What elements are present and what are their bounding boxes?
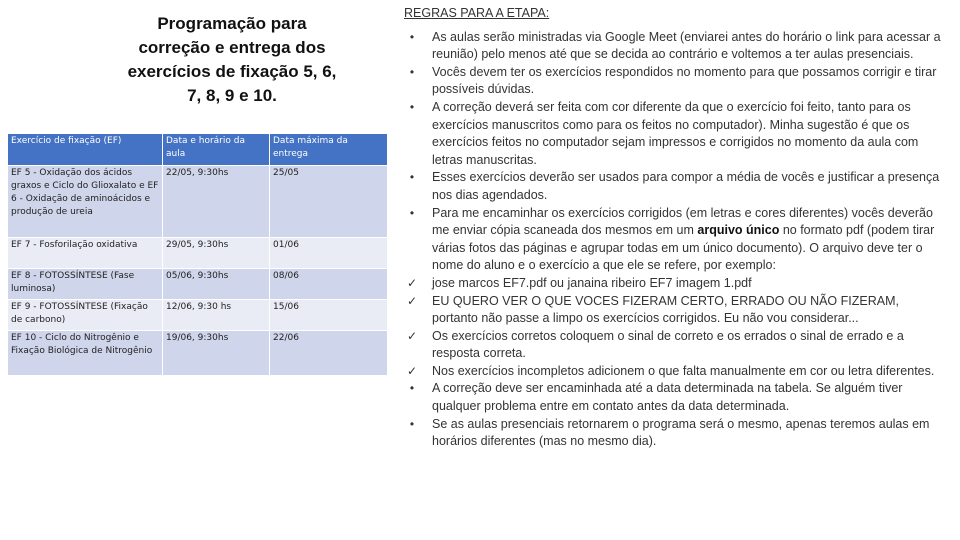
list-item bbox=[404, 169, 944, 204]
table-header-row bbox=[8, 134, 388, 166]
list-item bbox=[404, 64, 944, 99]
class-date-cell: 29/05, 9:30hs bbox=[163, 238, 270, 269]
checkmark-icon: ✓ bbox=[406, 293, 418, 308]
table-row bbox=[8, 269, 388, 300]
checkmark-icon: ✓ bbox=[406, 328, 418, 343]
rule-text: As aulas serão ministradas via Google Meet (enviarei antes do horário o link para acessar a reunião) pelo menos até que se decida ao contrário e voltemos a ter aulas presenciais. bbox=[432, 29, 941, 62]
exercise-cell: EF 5 - Oxidação dos ácidos graxos e Ciclo do Glioxalato e EF 6 - Oxidação de aminoácidos e produção de ureia bbox=[8, 166, 163, 238]
table-row bbox=[8, 331, 388, 376]
page-title bbox=[104, 12, 360, 108]
title-line: Programação para bbox=[157, 14, 307, 33]
rule-text: jose marcos EF7.pdf ou janaina ribeiro EF7 imagem 1.pdf bbox=[432, 275, 752, 290]
title-line: correção e entrega dos bbox=[138, 38, 326, 57]
bullet-icon: • bbox=[409, 29, 415, 44]
list-item bbox=[404, 363, 944, 381]
list-item bbox=[404, 29, 944, 64]
checkmark-icon: ✓ bbox=[406, 275, 418, 290]
list-item bbox=[404, 380, 944, 415]
rule-text-before: Para me encaminhar os exercícios corrigidos (em letras e cores diferentes) vocês deverão me enviar cópia scaneada dos mesmos em um bbox=[432, 205, 933, 238]
list-item bbox=[404, 205, 944, 275]
bullet-icon: • bbox=[409, 64, 415, 79]
list-item bbox=[404, 416, 944, 451]
rule-text: EU QUERO VER O QUE VOCES FIZERAM CERTO, ERRADO OU NÃO FIZERAM, portanto não passe a limpo os exercícios corrigidos. Eu não vou considerar... bbox=[432, 293, 899, 326]
column-header-class-date: Data e horário da aula bbox=[163, 134, 270, 166]
column-header-exercise: Exercício de fixação (EF) bbox=[8, 134, 163, 166]
deadline-cell: 01/06 bbox=[270, 238, 388, 269]
rules-section bbox=[404, 5, 944, 451]
exercise-cell: EF 10 - Ciclo do Nitrogênio e Fixação Biológica de Nitrogênio bbox=[8, 331, 163, 376]
table-row bbox=[8, 238, 388, 269]
rules-list bbox=[404, 29, 944, 451]
rule-text: Vocês devem ter os exercícios respondidos no momento para que possamos corrigir e tirar possíveis dúvidas. bbox=[432, 64, 937, 97]
list-item bbox=[404, 99, 944, 169]
rule-text: Esses exercícios deverão ser usados para compor a média de vocês e justificar a presença nos dias agendados. bbox=[432, 170, 940, 202]
rule-text: A correção deverá ser feita com cor diferente da que o exercício foi feito, tanto para os exercícios manuscritos como para os feitos no computador). Minha sugestão é que os exercícios feitos no computador sejam impressos e corrigidos no momento da aula com letras manuscritas. bbox=[432, 99, 919, 167]
rule-text: Os exercícios corretos coloquem o sinal de correto e os errados o sinal de errado e a resposta correta. bbox=[432, 328, 904, 361]
table-row bbox=[8, 166, 388, 238]
bullet-icon: • bbox=[409, 99, 415, 114]
rule-text: Nos exercícios incompletos adicionem o que falta manualmente em cor ou letra diferentes. bbox=[432, 363, 935, 378]
schedule-table bbox=[7, 133, 388, 376]
deadline-cell: 15/06 bbox=[270, 300, 388, 331]
bullet-icon: • bbox=[409, 205, 415, 220]
bullet-icon: • bbox=[409, 416, 415, 431]
rule-text: A correção deve ser encaminhada até a data determinada na tabela. Se alguém tiver qualquer problema entre em contato antes da data determinada. bbox=[432, 381, 903, 414]
exercise-cell: EF 9 - FOTOSSÍNTESE (Fixação de carbono) bbox=[8, 300, 163, 331]
rule-text: Se as aulas presenciais retornarem o programa será o mesmo, apenas teremos aulas em horários diferentes (mas no mesmo dia). bbox=[432, 416, 930, 449]
class-date-cell: 05/06, 9:30hs bbox=[163, 269, 270, 300]
class-date-cell: 19/06, 9:30hs bbox=[163, 331, 270, 376]
deadline-cell: 08/06 bbox=[270, 269, 388, 300]
bullet-icon: • bbox=[409, 170, 415, 185]
rule-text-emphasis: arquivo único bbox=[697, 223, 780, 238]
exercise-cell: EF 7 - Fosforilação oxidativa bbox=[8, 238, 163, 269]
title-line: exercícios de fixação 5, 6, bbox=[127, 62, 337, 81]
class-date-cell: 22/05, 9:30hs bbox=[163, 166, 270, 238]
deadline-cell: 25/05 bbox=[270, 166, 388, 238]
rules-heading: REGRAS PARA A ETAPA: bbox=[404, 6, 550, 20]
class-date-cell: 12/06, 9:30 hs bbox=[163, 300, 270, 331]
table-row bbox=[8, 300, 388, 331]
rule-text-after: no formato pdf (podem tirar várias fotos das páginas e agrupar todas em um único documento). O arquivo deve ter o nome do aluno e o exercício a que ele se refere, por exemplo: bbox=[432, 223, 935, 273]
list-item bbox=[404, 275, 944, 293]
exercise-cell: EF 8 - FOTOSSÍNTESE (Fase luminosa) bbox=[8, 269, 163, 300]
bullet-icon: • bbox=[409, 381, 415, 396]
list-item bbox=[404, 328, 944, 363]
list-item bbox=[404, 293, 944, 328]
column-header-deadline: Data máxima da entrega bbox=[270, 134, 388, 166]
deadline-cell: 22/06 bbox=[270, 331, 388, 376]
checkmark-icon: ✓ bbox=[406, 363, 418, 378]
title-line: 7, 8, 9 e 10. bbox=[187, 86, 277, 105]
